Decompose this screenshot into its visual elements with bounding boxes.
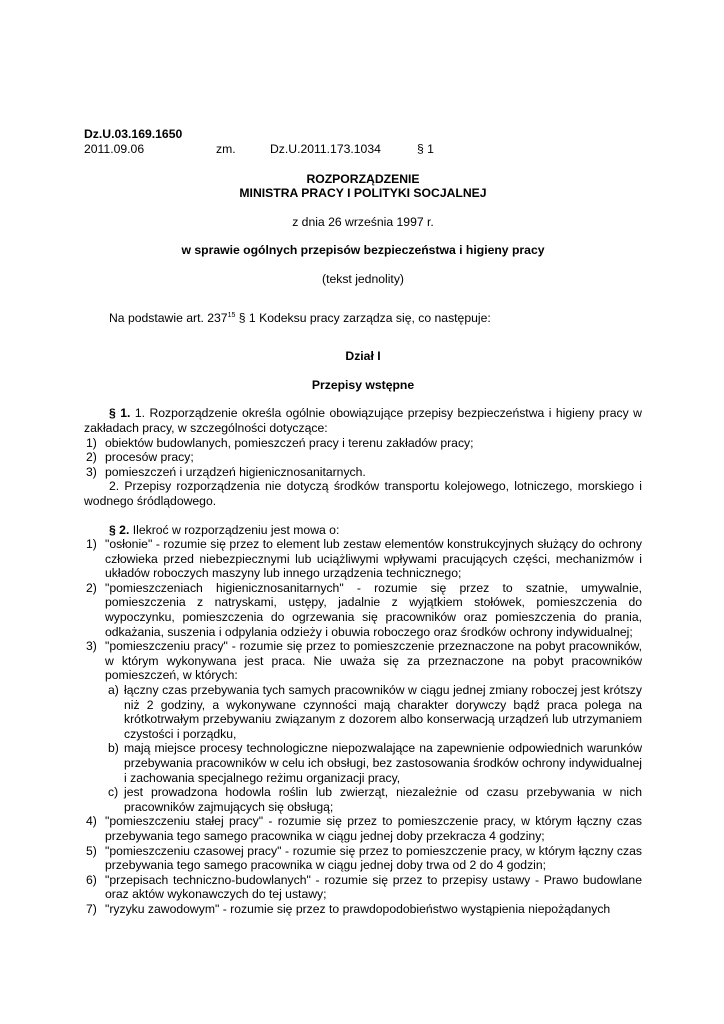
list-item [84,814,642,843]
list-item [84,844,642,873]
list-item-number: 3) [86,639,97,654]
list-item [84,639,642,683]
title-note: (tekst jednolity) [322,271,404,286]
preamble-text-before: Na podstawie art. 237 [109,310,228,325]
amendment-zm: zm. [216,141,236,156]
list-item-number: 1) [86,435,97,450]
list-item-number: 1) [86,537,97,552]
sub-list-item-letter: b) [108,741,119,756]
list-item-text: "pomieszczeniu stałej pracy" - rozumie się przez to pomieszczenie pracy, w którym łączny czas przebywania tego samego pracownika w ciągu jednej doby przekracza 4 godziny; [105,814,642,843]
list-item [84,902,642,917]
sub-list-item [84,785,642,814]
division-heading: Dział I [345,349,381,364]
paragraph-1-text: 1. Rozporządzenie określa ogólnie obowiązujące przepisy bezpieczeństwa i higieny pracy w zakładach pracy, w szczególności dotyczące: [84,406,642,435]
list-item-text: "pomieszczeniu czasowej pracy" - rozumie się przez to pomieszczenie pracy, w którym łączny czas przebywania tego samego pracownika w ciągu jednej doby trwa od 2 do 4 godzin; [105,843,642,873]
act-code: Dz.U.03.169.1650 [84,127,183,141]
list-item-number: 2) [86,580,97,595]
list-item [84,873,642,902]
document-page [84,127,642,917]
list-item-number: 6) [86,872,97,887]
list-item-number: 7) [86,901,97,916]
list-item-number: 3) [86,464,97,479]
preamble-superscript: 15 [227,311,236,319]
paragraph-2-text: Ilekroć w rozporządzeniu jest mowa o: [129,522,340,537]
list-item-number: 2) [86,450,97,465]
list-item-text: "osłonie" - rozumie się przez to element lub zestaw elementów konstrukcyjnych służący do ochrony człowieka przed niebezpiecznymi lub uciążliwymi wpływami pracujących części, mechanizmów i układów roboczych maszyny lub innego urządzenia technicznego; [105,537,642,581]
amendment-ref: Dz.U.2011.173.1034 [270,141,381,156]
list-item-text: "pomieszczeniu pracy" - rozumie się przez to pomieszczenie przeznaczone na pobyt pracowników, w którym wykonywana jest praca. Nie uważa się za przeznaczone na pobyt pracowników pomieszczeń, w których: [105,639,642,683]
list-item-text: "pomieszczeniach higienicznosanitarnych" - rozumie się przez to szatnie, umywalnie, pomieszczenia z natryskami, ustępy, jadalnie z wyjątkiem stołówek, pomieszczenia do wypoczynku, pomieszczenia do ogrzewania się pracowników oraz pomieszczenia do prania, odkażania, suszenia i odpylania odzieży i obuwia roboczego oraz środków ochrony indywidualnej; [105,580,642,639]
sub-list-item [84,683,642,741]
list-item [84,581,642,639]
amendment-paragraph: § 1 [417,141,434,156]
title-date: z dnia 26 września 1997 r. [292,214,434,229]
sub-list-item-text: jest prowadzona hodowla roślin lub zwierząt, niezależnie od czasu przebywania w nich pracowników zajmujących się obsługą; [124,785,642,814]
list-item-text: procesów pracy; [105,450,194,465]
sub-list-item-letter: c) [108,785,119,800]
amendment-row [84,142,642,157]
list-item [84,537,642,581]
list-item-text: pomieszczeń i urządzeń higienicznosanitarnych. [105,464,366,479]
paragraph-2-label: § 2. [109,522,130,537]
paragraph-1-point-2: 2. Przepisy rozporządzenia nie dotyczą środków transportu kolejowego, lotniczego, morskiego i wodnego śródlądowego. [84,479,642,508]
list-item-text: "przepisach techniczno-budowlanych" - rozumie się przez to przepisy ustawy - Prawo budowlane oraz aktów wykonawczych do tej ustawy; [105,872,642,902]
list-item [84,436,642,451]
list-item-text: obiektów budowlanych, pomieszczeń pracy i terenu zakładów pracy; [105,435,474,450]
section-heading: Przepisy wstępne [311,377,415,392]
preamble-text-after: § 1 Kodeksu pracy zarządza się, co następuje: [235,310,491,325]
paragraph-2-intro [84,523,642,538]
title-line-2: MINISTRA PRACY I POLITYKI SOCJALNEJ [239,186,487,201]
list-item-number: 5) [86,843,97,858]
sub-list-item [84,741,642,785]
preamble [84,311,642,326]
paragraph-1-label: § 1. [109,406,131,421]
list-item-text: "ryzyku zawodowym" - rozumie się przez to prawdopodobieństwo wystąpienia niepożądanych [105,901,611,916]
sub-list-item-text: łączny czas przebywania tych samych pracowników w ciągu jednej zmiany roboczej jest krótszy niż 2 godziny, a wykonywane czynności mają charakter dorywczy bądź praca polega na krótkotrwałym przebywaniu związanym z dozorem albo konserwacją urządzeń lub utrzymaniem czystości i porządku, [124,683,642,741]
list-item-number: 4) [86,814,97,829]
sub-list-item-text: mają miejsce procesy technologiczne niepozwalające na zapewnienie odpowiednich warunków przebywania pracowników w celu ich obsługi, bez zastosowania środków ochrony indywidualnej i zachowania specjalnego reżimu organizacji pracy, [124,741,642,785]
title-line-1: ROZPORZĄDZENIE [306,171,420,186]
title-subject: w sprawie ogólnych przepisów bezpieczeństwa i higieny pracy [181,243,545,258]
paragraph-1-intro [84,406,642,435]
sub-list-item-letter: a) [108,683,119,698]
list-item [84,450,642,465]
list-item [84,465,642,480]
amendment-date: 2011.09.06 [84,141,145,156]
